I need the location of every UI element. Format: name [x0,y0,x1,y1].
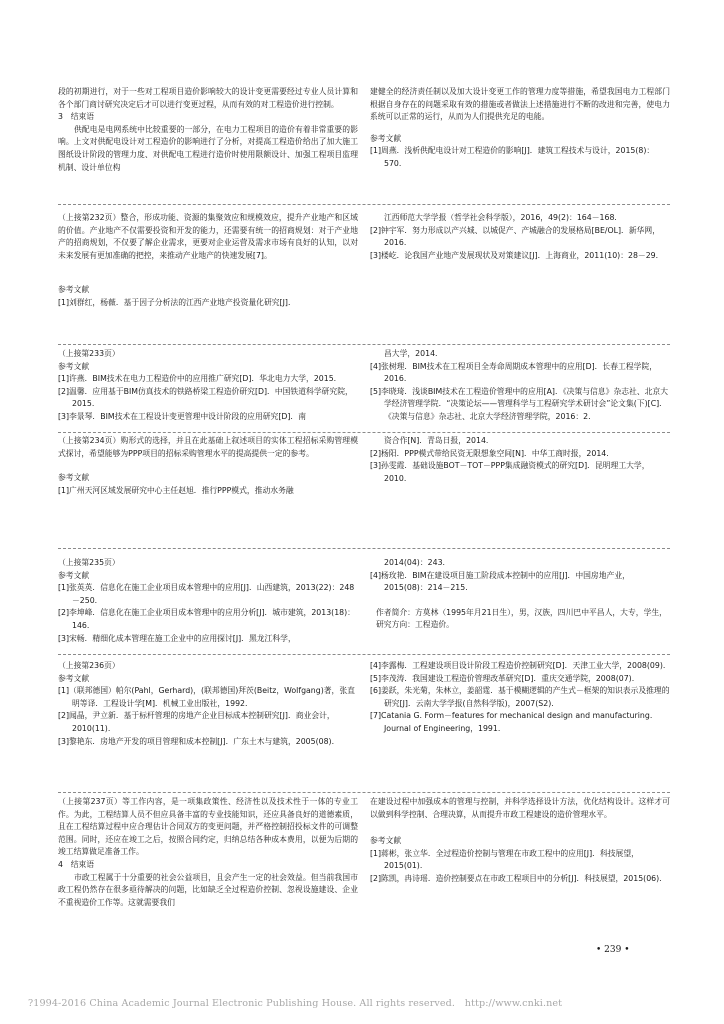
reference-item: [1]张英英．信息化在施工企业项目成本管理中的应用[J]．山西建筑，2013(22)：248－250. [58,583,355,605]
reference-item: [1]周燕．浅析供配电设计对工程造价的影响[J]．建筑工程技术与设计，2015(8)：570. [370,146,655,168]
segment-6-right [370,660,670,748]
reference-item: [1]（联邦德国）帕尔(Pahl，Gerhard)，(联邦德国)拜茨(Beitz，Wolfgang)著，张直明等译．工程设计学[M]．机械工业出版社，1992. [58,686,355,708]
segment-5 [58,557,670,645]
section-heading: 4 结束语 [58,859,95,869]
segment-7-left [58,796,358,909]
section-divider [58,344,670,345]
paragraph: 市政工程属于十分重要的社会公益项目，且会产生一定的社会效益。但当前我国市政工程仍然存在很多亟待解决的问题，比如缺乏全过程造价控制、忽视设施建设、企业不重视造价工作等。这就需要我们 [58,872,358,907]
author-note: 作者简介：方莫林（1995年月21日生），男，汉族，四川巴中平昌人，大专，学生，研究方向：工程造价。 [376,607,667,630]
reference-item: [3]楼屹．论我国产业地产发展现状及对策建议[J]．上海商业，2011(10)：28－29. [370,250,659,260]
paragraph: （上接第237页）等工作内容，是一项集政策性、经济性以及技术性于一体的专业工作。为此，工程结算人员不但应具备丰富的专业技能知识，还应具备良好的道德素质，且在工程结算过程中应合理估计合同双方的变更问题，并严格控制招投标文件的可调整范围。同时，还应在竣工之后，按照合同约定，归纳总结各种成本费用，以便为后期的竣工结算做足准备工作。 [58,797,358,857]
reference-item: [5]李晓琦．浅谈BIM技术在工程造价管理中的应用[A]．《决策与信息》杂志社、北京大学经济管理学院．“决策论坛——管理科学与工程研究学术研讨会”论文集(下)[C]．《决策与信息》杂志社、北京大学经济管理学院，2016：2. [370,386,669,421]
segment-1-right [370,86,670,174]
reference-item: [2]钟宇军．努力形成以产兴城、以城促产、产城融合的发展格局[BE/OL]．新华网，2016. [370,225,661,248]
reference-item: [2]陈凯，冉诗瑶．造价控制要点在市政工程项目中的分析[J]．科技展望，2015(06). [370,873,662,883]
section-heading: 3 结束语 [58,112,95,122]
continued-from: （上接第236页） [58,661,120,670]
paragraph: 段的初期进行，对于一些对工程项目造价影响较大的设计变更需要经过专业人员计算和各个部门商讨研究决定后才可以进行变更过程，从而有效的对工程造价进行控制。 [58,87,358,109]
reference-item: [2]闻晶，尹立新．基于标杆管理的房地产企业目标成本控制研究[J]．商业会计，2010(11). [58,711,335,733]
reference-item: [1]刘群红，杨薇．基于因子分析法的江西产业地产投资量化研究[J]． [58,297,296,307]
section-divider [58,654,670,655]
reference-item: [1]许燕．BIM技术在电力工程造价中的应用推广研究[D]．华北电力大学，2015. [58,374,337,384]
reference-continuation: 2014(04)：243. [384,558,446,567]
segment-4 [58,435,670,497]
reference-item: [3]黎艳东．房地产开发的项目管理和成本控制[J]．广东土木与建筑，2005(08). [58,736,335,746]
section-divider [58,792,670,793]
paragraph: 供配电是电网系统中比较重要的一部分，在电力工程项目的造价有着非常重要的影响。上文对供配电设计对工程造价的影响进行了分析，对提高工程造价给出了加大施工图纸设计阶段的管理力度、对供配电工程进行造价时使用限额设计、加强工程项目监理机制、设计单位构 [58,124,358,172]
continued-from: （上接第235页） [58,558,120,567]
reference-item: [3]李景琴．BIM技术在工程设计变更管理中设计阶段的应用研究[D]．南 [58,411,307,421]
reference-item: [2]李坤峰．信息化在施工企业项目成本管理中的应用分析[J]．城市建筑，2013(18)：146. [58,608,355,630]
reference-item: [5]李茂涛．我国建设工程造价管理改革研究[D]．重庆交通学院，2008(07). [370,673,635,683]
references-heading: 参考文献 [370,836,402,846]
section-divider [58,432,670,433]
reference-item: [3]宋畅．精细化成本管理在施工企业中的应用探讨[J]．黑龙江科学， [58,633,296,643]
reference-item: [2]温馨．应用基于BIM仿真技术的铁路桥梁工程造价研究[D]．中国铁道科学研究院，2015. [58,386,353,409]
section-divider [58,548,670,549]
segment-4-right [370,435,670,497]
copyright-footer: ?1994-2016 China Academic Journal Electronic Publishing House. All rights reserved. http://www.cnki.net [28,998,563,1009]
reference-item: [6]姜跃，朱光菊，朱林立，姜韶霆．基于模糊逻辑的产生式－框架的知识表示及推理的研究[J]．云南大学学报(自然科学版)，2007(S2). [370,686,670,708]
paragraph: 在建设过程中加强成本的管理与控制，并科学选择设计方法，优化结构设计。这样才可以做到科学控制、合理决算，从而提升市政工程建设的造价管理水平。 [370,797,670,819]
paragraph: （上接第232页）整合，形成功能、资源的集聚效应和规模效应，提升产业地产和区域的价值。产业地产不仅需要投资和开发的能力，还需要有统一的招商规划：对于产业地产的招商规划，不仅要了解企业需求，更要对企业运营及需求市场有良好的认知，以对未来发展有更加准确的把控，来推动产业地产的快速发展[7]。 [58,213,358,260]
references-heading: 参考文献 [58,361,90,371]
paragraph: 建健全的经济责任制以及加大设计变更工作的管理力度等措施，希望我国电力工程部门根据自身存在的问题采取有效的措施或者做法上述措施进行不断的改进和完善，使电力系统可以正常的运行，从而为人们提供充足的电能。 [370,87,670,122]
section-divider [58,204,670,205]
paragraph: （上接第234页）购形式的选择，并且在此基础上叙述项目的实体工程招标采购管理模式探讨，希望能够为PPP项目的招标采购管理水平的提高提供一定的参考。 [58,436,358,458]
continued-from: （上接第233页） [58,349,120,358]
segment-6 [58,660,670,748]
segment-3 [58,348,670,424]
reference-continuation: 资合作[N]．青岛日报，2014. [384,436,489,445]
segment-2 [58,212,670,310]
reference-item: [4]杨玫艳．BIM在建设项目施工阶段成本控制中的应用[J]．中国房地产业，2015(08)：214－215. [370,570,630,593]
segment-7-right [370,796,670,909]
reference-item: [3]孙雯霞．基础设施BOT－TOT－PPP集成融资模式的研究[D]．昆明理工大学，2010. [370,461,650,483]
segment-4-left [58,435,358,497]
segment-7 [58,796,670,909]
reference-item: [4]张树理．BIM技术在工程项目全寿命周期成本管理中的应用[D]．长春工程学院，2016. [370,361,658,384]
reference-continuation: 江西师范大学学报（哲学社会科学版），2016，49(2)：164－168. [384,213,617,222]
reference-item: [4]李露梅．工程建设项目设计阶段工程造价控制研究[D]．天津工业大学，2008(09). [370,661,666,670]
reference-item: [2]杨阳．PPP模式带给民资无限想象空间[N]．中华工商时报，2014. [370,448,609,458]
reference-item: [1]广州天河区域发展研究中心主任赵旭．推行PPP模式，推动水务融 [58,485,294,495]
reference-item: [1]蒋彬，张立华．全过程造价控制与管理在市政工程中的应用[J]．科技展望，2015(01). [370,848,639,871]
page-number: • 239 • [596,945,630,955]
references-heading: 参考文献 [58,570,90,580]
references-heading: 参考文献 [58,285,90,295]
references-heading: 参考文献 [58,473,90,483]
segment-3-left [58,348,358,424]
references-heading: 参考文献 [370,133,402,143]
segment-3-right [370,348,670,424]
segment-5-left [58,557,358,645]
segment-2-right [370,212,670,310]
segment-2-left [58,212,358,310]
segment-5-right [370,557,670,645]
segment-6-left [58,660,358,748]
reference-continuation: 昌大学，2014. [384,349,438,358]
references-heading: 参考文献 [58,673,90,683]
segment-1 [58,86,670,174]
reference-item: [7]Catania G. Form－features for mechanical design and manufacturing. Journal of Engineering，1991. [370,711,653,733]
segment-1-left [58,86,358,174]
